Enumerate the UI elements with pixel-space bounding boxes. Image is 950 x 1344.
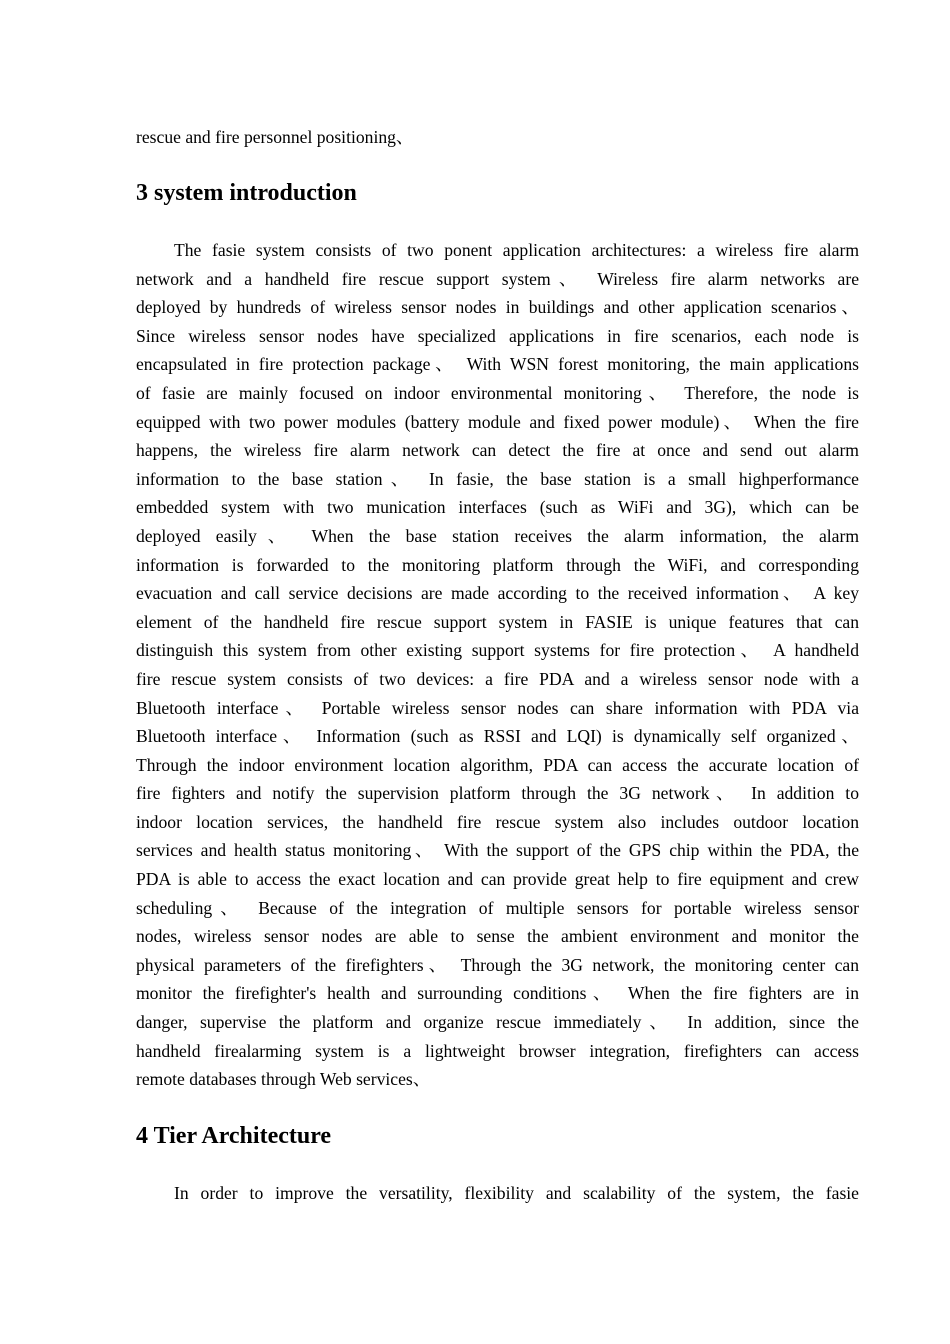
- paragraph-line: danger, supervise the platform and organize rescue immediately、 In addition, since the: [136, 1012, 859, 1032]
- paragraph-line: Bluetooth interface、 Information (such as RSSI and LQI) is dynamically self organized、: [136, 726, 859, 746]
- paragraph-line: network and a handheld fire rescue support system、 Wireless fire alarm networks are: [136, 269, 859, 289]
- paragraph-line: deployed easily、 When the base station receives the alarm information, the alarm: [136, 526, 859, 546]
- paragraph-line: happens, the wireless fire alarm network can detect the fire at once and send out alarm: [136, 440, 859, 460]
- section-heading-4: 4 Tier Architecture: [136, 1123, 332, 1149]
- paragraph-line: embedded system with two munication interfaces (such as WiFi and 3G), which can be: [136, 497, 859, 517]
- paragraph-line: Bluetooth interface、 Portable wireless sensor nodes can share information with PDA via: [136, 698, 859, 718]
- paragraph-line: equipped with two power modules (battery module and fixed power module)、 When the fire: [136, 412, 859, 432]
- paragraph-line: fire rescue system consists of two devices: a fire PDA and a wireless sensor node with a: [136, 669, 859, 689]
- paragraph-line: evacuation and call service decisions are made according to the received information、 A key: [136, 583, 859, 603]
- paragraph-line: In order to improve the versatility, flexibility and scalability of the system, the fasie: [174, 1183, 859, 1203]
- paragraph-line: of fasie are mainly focused on indoor environmental monitoring、 Therefore, the node is: [136, 383, 859, 403]
- paragraph-line: encapsulated in fire protection package、 With WSN forest monitoring, the main applications: [136, 354, 859, 374]
- paragraph-line: distinguish this system from other existing support systems for fire protection、 A handheld: [136, 640, 859, 660]
- paragraph-line: handheld firealarming system is a lightweight browser integration, firefighters can access: [136, 1041, 859, 1061]
- section-heading-3: 3 system introduction: [136, 180, 357, 206]
- paragraph-line: element of the handheld fire rescue support system in FASIE is unique features that can: [136, 612, 859, 632]
- paragraph-line: remote databases through Web services、: [136, 1069, 431, 1089]
- paragraph-line: Since wireless sensor nodes have specialized applications in fire scenarios, each node is: [136, 326, 859, 346]
- paragraph-line: information is forwarded to the monitoring platform through the WiFi, and corresponding: [136, 555, 859, 575]
- paragraph-line: Through the indoor environment location algorithm, PDA can access the accurate location of: [136, 755, 859, 775]
- paragraph-line: physical parameters of the firefighters、 Through the 3G network, the monitoring center can: [136, 955, 859, 975]
- paragraph-line: deployed by hundreds of wireless sensor nodes in buildings and other application scenarios、: [136, 297, 859, 317]
- continuation-text: rescue and fire personnel positioning、: [136, 127, 414, 147]
- paragraph-line: scheduling、 Because of the integration of multiple sensors for portable wireless sensor: [136, 898, 859, 918]
- paragraph-line: nodes, wireless sensor nodes are able to sense the ambient environment and monitor the: [136, 926, 859, 946]
- paragraph-line: indoor location services, the handheld fire rescue system also includes outdoor location: [136, 812, 859, 832]
- paragraph-line: PDA is able to access the exact location and can provide great help to fire equipment and crew: [136, 869, 859, 889]
- paragraph-line: The fasie system consists of two ponent application architectures: a wireless fire alarm: [174, 240, 859, 260]
- paragraph-line: monitor the firefighter's health and surrounding conditions、 When the fire fighters are in: [136, 983, 859, 1003]
- paragraph-line: fire fighters and notify the supervision platform through the 3G network、 In addition to: [136, 783, 859, 803]
- paragraph-line: services and health status monitoring、 With the support of the GPS chip within the PDA, the: [136, 840, 859, 860]
- paragraph-line: information to the base station、 In fasie, the base station is a small highperformance: [136, 469, 859, 489]
